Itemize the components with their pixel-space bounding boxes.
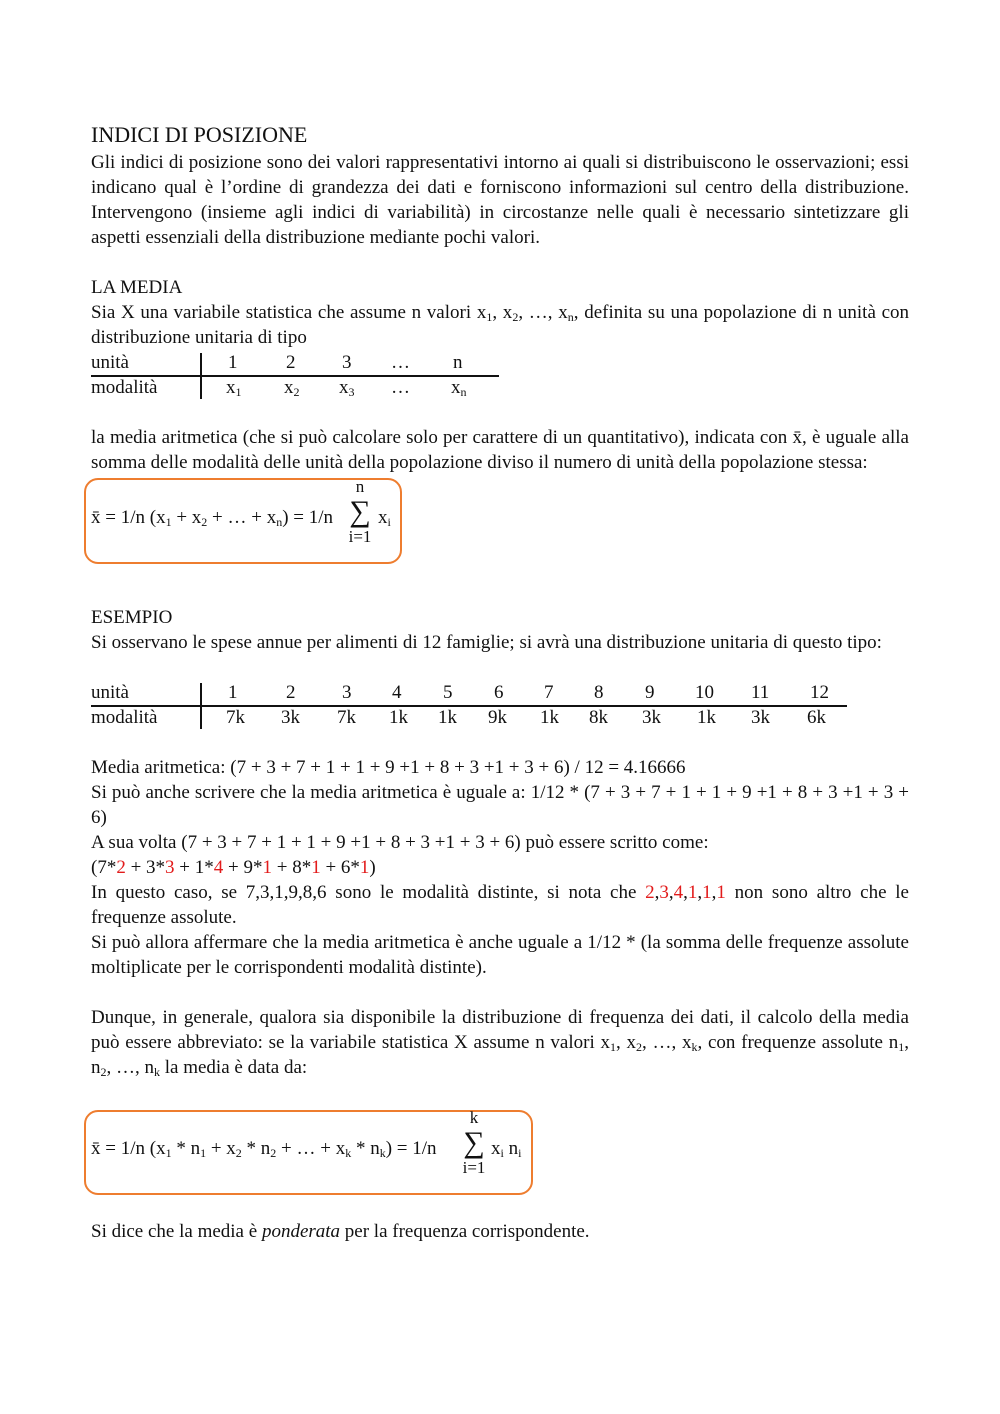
table-cell: 3 [342, 352, 352, 373]
media-definition: Sia X una variabile statistica che assume n valori $x_1$, $x_2$, …, $x_n$, definita su una popolazione di n unità con distribuzione unitaria di tipo [91, 302, 910, 348]
table-cell: 6k [807, 707, 826, 728]
table-cell: 1k [540, 707, 559, 728]
table-cell: 4 [392, 682, 402, 703]
table-cell: 2 [286, 352, 296, 373]
table-cell: 8 [594, 682, 604, 703]
table-cell: 8k [589, 707, 608, 728]
table-cell: 9 [645, 682, 655, 703]
mean-formula: x̄ = 1/n ($x_1 + x_2$ + … + $x_n) = 1/n$ [91, 507, 334, 529]
table-row-label: modalità [91, 707, 158, 728]
table-cell: 9k [488, 707, 507, 728]
summation-symbol: k ∑ i=1 [462, 1108, 486, 1177]
table-cell: 5 [443, 682, 453, 703]
table-cell: 12 [810, 682, 829, 703]
table-cell: 3k [751, 707, 770, 728]
table-rule [91, 705, 847, 707]
summation-symbol: n ∑ i=1 [348, 477, 372, 546]
table-rule [91, 375, 499, 377]
table-cell: 1 [228, 682, 238, 703]
table-row-label: unità [91, 352, 129, 373]
section-heading-media: LA MEDIA [91, 277, 183, 298]
table-cell: 1k [389, 707, 408, 728]
weighted-expression: (7*2 + 3*3 + 1*4 + 9*1 + 8*1 + 6*1) [91, 857, 376, 878]
table-cell: 3k [642, 707, 661, 728]
table-cell: $x_1$ [226, 377, 242, 399]
table-cell: 7k [226, 707, 245, 728]
media-conclusion: Si può allora affermare che la media aritmetica è anche uguale a 1/12 * (la somma delle frequenze assolute moltiplicate per le corrispondenti modalità distinte). [91, 932, 909, 978]
table-cell: 1k [438, 707, 457, 728]
table-cell: 10 [695, 682, 714, 703]
table-cell: 7k [337, 707, 356, 728]
summation-term: $x_i$ [378, 507, 391, 529]
table-divider [200, 353, 202, 399]
table-divider [200, 683, 202, 729]
table-cell: $x_3$ [339, 377, 355, 399]
media-explanation: la media aritmetica (che si può calcolare solo per carattere di un quantitativo), indicata con x̄, è uguale alla somma delle modalità delle unità della popolazione diviso il numero di unità della popolazione stessa: [91, 427, 909, 473]
table-cell: 1k [697, 707, 716, 728]
table-cell: 1 [228, 352, 238, 373]
weighted-mean-formula: x̄ = 1/n ($x_1 * n_1 + x_2 * n_2$ + … + $x_k * n_k) = 1/n$ [91, 1138, 437, 1160]
media-calculation: Media aritmetica: (7 + 3 + 7 + 1 + 1 + 9 +1 + 8 + 3 +1 + 3 + 6) / 12 = 4.16666 [91, 757, 686, 778]
table-cell: 3k [281, 707, 300, 728]
general-paragraph: Dunque, in generale, qualora sia disponibile la distribuzione di frequenza dei dati, il calcolo della media può essere abbreviato: se la variabile statistica X assume n valori $x_1$, $x_2$, …, $x_k$, con frequenze assolute $n_1$, $n_2$, …, $n_k$ la media è data da: [91, 1007, 909, 1079]
closing-sentence: Si dice che la media è ponderata per la frequenza corrispondente. [91, 1221, 590, 1242]
summation-term: $x_i$ $n_i$ [491, 1138, 522, 1160]
section-heading-esempio: ESEMPIO [91, 607, 173, 628]
page-title: INDICI DI POSIZIONE [91, 122, 308, 147]
media-alternative: Si può anche scrivere che la media aritmetica è uguale a: 1/12 * (7 + 3 + 7 + 1 + 1 + 9 +1 + 8 + 3 +1 + 3 + 6) [91, 782, 909, 828]
table-cell: $x_n$ [451, 377, 467, 399]
table-cell: … [391, 377, 410, 398]
table-cell: 3 [342, 682, 352, 703]
unit-distribution-table [91, 350, 909, 402]
table-row-label: modalità [91, 377, 158, 398]
table-cell: 6 [494, 682, 504, 703]
formula-box-1-area [91, 475, 909, 565]
table-row-label: unità [91, 682, 129, 703]
intro-paragraph: Gli indici di posizione sono dei valori rappresentativi intorno ai quali si distribuiscono le osservazioni; essi indicano qual è l’ordine di grandezza dei dati e forniscono informazioni sul centro della distribuzione. Intervengono (insieme agli indici di variabilità) in circostanze nelle quali è necessario sintetizzare gli aspetti essenziali della distribuzione mediante pochi valori. [91, 152, 909, 248]
family-expenses-table [91, 680, 909, 732]
table-cell: 2 [286, 682, 296, 703]
table-cell: $x_2$ [284, 377, 300, 399]
formula-box-2-area [91, 1080, 909, 1197]
table-cell: 7 [544, 682, 554, 703]
rewrite-intro: A sua volta (7 + 3 + 7 + 1 + 1 + 9 +1 + 8 + 3 +1 + 3 + 6) può essere scritto come: [91, 832, 709, 853]
table-cell: 11 [751, 682, 770, 703]
frequency-note: In questo caso, se 7,3,1,9,8,6 sono le modalità distinte, si nota che 2,3,4,1,1,1 non sono altro che le frequenze assolute. [91, 882, 909, 928]
table-cell: n [453, 352, 463, 373]
document-page [91, 120, 909, 1244]
table-cell: … [391, 352, 410, 373]
esempio-text: Si osservano le spese annue per alimenti di 12 famiglie; si avrà una distribuzione unitaria di questo tipo: [91, 632, 882, 653]
